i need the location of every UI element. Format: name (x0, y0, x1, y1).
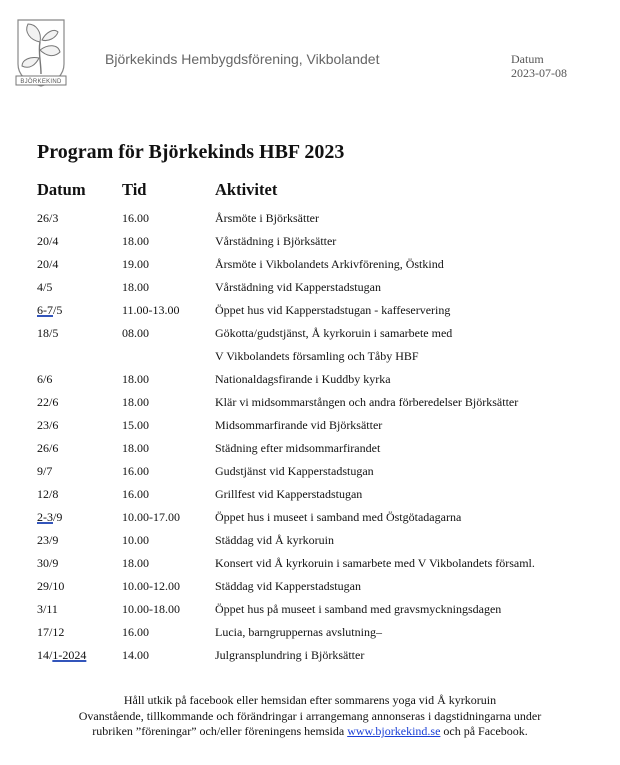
table-row (37, 507, 597, 530)
row-time: 10.00 (122, 533, 149, 547)
table-row (37, 530, 597, 553)
website-link[interactable]: www.bjorkekind.se (347, 724, 441, 738)
row-activity: Lucia, barngruppernas avslutning– (215, 625, 382, 639)
footer-line-2: Ovanstående, tillkommande och förändringar i arrangemang annonseras i dagstidningarna under (78, 708, 542, 723)
row-activity: Nationaldagsfirande i Kuddby kyrka (215, 372, 391, 386)
row-activity: Vårstädning vid Kapperstadstugan (215, 280, 381, 294)
row-date (37, 645, 86, 665)
row-time: 18.00 (122, 280, 149, 294)
table-row (37, 645, 597, 668)
row-date-underlined: 6-7 (37, 303, 53, 317)
table-row (37, 277, 597, 300)
footer-note (0, 693, 620, 740)
row-activity: Städdag vid Å kyrkoruin (215, 533, 334, 547)
row-activity: Konsert vid Å kyrkoruin i samarbete med V Vikbolandets församl. (215, 556, 535, 570)
column-header-date: Datum (37, 180, 86, 199)
row-time: 18.00 (122, 441, 149, 455)
table-row (37, 392, 597, 415)
row-activity: Städning efter midsommarfirandet (215, 441, 381, 455)
row-date (37, 507, 62, 527)
row-time: 16.00 (122, 464, 149, 478)
row-date: 20/4 (37, 257, 59, 271)
row-date: 22/6 (37, 395, 59, 409)
table-row (37, 369, 597, 392)
row-time: 11.00-13.00 (122, 303, 180, 317)
organization-name: Björkekinds Hembygdsförening, Vikbolandet (105, 51, 380, 67)
row-activity: V Vikbolandets församling och Tåby HBF (215, 349, 419, 363)
row-date: 4/5 (37, 280, 53, 294)
row-activity: Årsmöte i Vikbolandets Arkivförening, Östkind (215, 257, 444, 271)
table-row (37, 300, 597, 323)
table-row (37, 254, 597, 277)
program-table (37, 208, 597, 668)
row-activity: Gudstjänst vid Kapperstadstugan (215, 464, 374, 478)
table-row (37, 484, 597, 507)
row-time: 10.00-17.00 (122, 510, 180, 524)
row-date: 29/10 (37, 579, 65, 593)
table-row (37, 461, 597, 484)
page-title: Program för Björkekinds HBF 2023 (37, 141, 345, 163)
footer-line-3-text: rubriken ”föreningar” och/eller föreningens hemsida (92, 724, 348, 738)
row-time: 14.00 (122, 648, 149, 662)
row-activity: Vårstädning i Björksätter (215, 234, 337, 248)
row-date-suffix: /5 (53, 303, 63, 317)
date-value: 2023-07-08 (511, 66, 567, 80)
row-time: 18.00 (122, 556, 149, 570)
row-activity: Öppet hus på museet i samband med gravsmyckningsdagen (215, 602, 502, 616)
row-date: 9/7 (37, 464, 53, 478)
row-date: 6/6 (37, 372, 53, 386)
row-date: 23/6 (37, 418, 59, 432)
row-time: 18.00 (122, 395, 149, 409)
table-row (37, 231, 597, 254)
table-row (37, 415, 597, 438)
row-date: 23/9 (37, 533, 59, 547)
row-date: 3/11 (37, 602, 58, 616)
row-time: 16.00 (122, 211, 149, 225)
row-date-prefix: 14/ (37, 648, 53, 662)
row-activity: Städdag vid Kapperstadstugan (215, 579, 361, 593)
footer-line-3-end: och på Facebook. (440, 724, 528, 738)
row-date: 17/12 (37, 625, 65, 639)
table-row (37, 346, 597, 369)
row-date-underlined: 1-2024 (52, 648, 87, 662)
table-row (37, 208, 597, 231)
table-row (37, 576, 597, 599)
row-time: 08.00 (122, 326, 149, 340)
row-time: 16.00 (122, 625, 149, 639)
row-activity: Julgransplundring i Björksätter (215, 648, 365, 662)
row-date: 30/9 (37, 556, 59, 570)
row-date: 26/6 (37, 441, 59, 455)
row-time: 16.00 (122, 487, 149, 501)
row-time: 15.00 (122, 418, 149, 432)
row-time: 18.00 (122, 234, 149, 248)
row-time: 10.00-12.00 (122, 579, 180, 593)
birch-leaf-logo (10, 14, 72, 90)
row-date-underlined: 2-3 (37, 510, 53, 524)
row-activity: Gökotta/gudstjänst, Å kyrkoruin i samarbete med (215, 326, 453, 340)
table-row (37, 553, 597, 576)
table-row (37, 438, 597, 461)
row-date (37, 300, 62, 320)
row-date: 26/3 (37, 211, 59, 225)
footer-line-1: Håll utkik på facebook eller hemsidan efter sommarens yoga vid Å kyrkoruin (123, 693, 497, 707)
logo-text: BJÖRKEKIND (20, 79, 62, 85)
table-row (37, 599, 597, 622)
row-date: 12/8 (37, 487, 59, 501)
row-activity: Midsommarfirande vid Björksätter (215, 418, 383, 432)
date-block (511, 52, 567, 80)
row-activity: Årsmöte i Björksätter (215, 211, 319, 225)
row-time: 10.00-18.00 (122, 602, 180, 616)
row-time: 19.00 (122, 257, 149, 271)
row-activity: Öppet hus vid Kapperstadstugan - kaffeservering (215, 303, 451, 317)
row-activity: Klär vi midsommarstången och andra förberedelser Björksätter (215, 395, 519, 409)
row-activity: Grillfest vid Kapperstadstugan (215, 487, 363, 501)
footer-line-3 (0, 724, 620, 740)
table-row (37, 622, 597, 645)
row-date: 20/4 (37, 234, 59, 248)
row-activity: Öppet hus i museet i samband med Östgötadagarna (215, 510, 462, 524)
table-row (37, 323, 597, 346)
row-date: 18/5 (37, 326, 59, 340)
row-time: 18.00 (122, 372, 149, 386)
date-label: Datum (511, 52, 544, 66)
column-header-activity: Aktivitet (215, 180, 278, 199)
row-date-suffix: /9 (53, 510, 63, 524)
column-header-time: Tid (122, 180, 147, 199)
